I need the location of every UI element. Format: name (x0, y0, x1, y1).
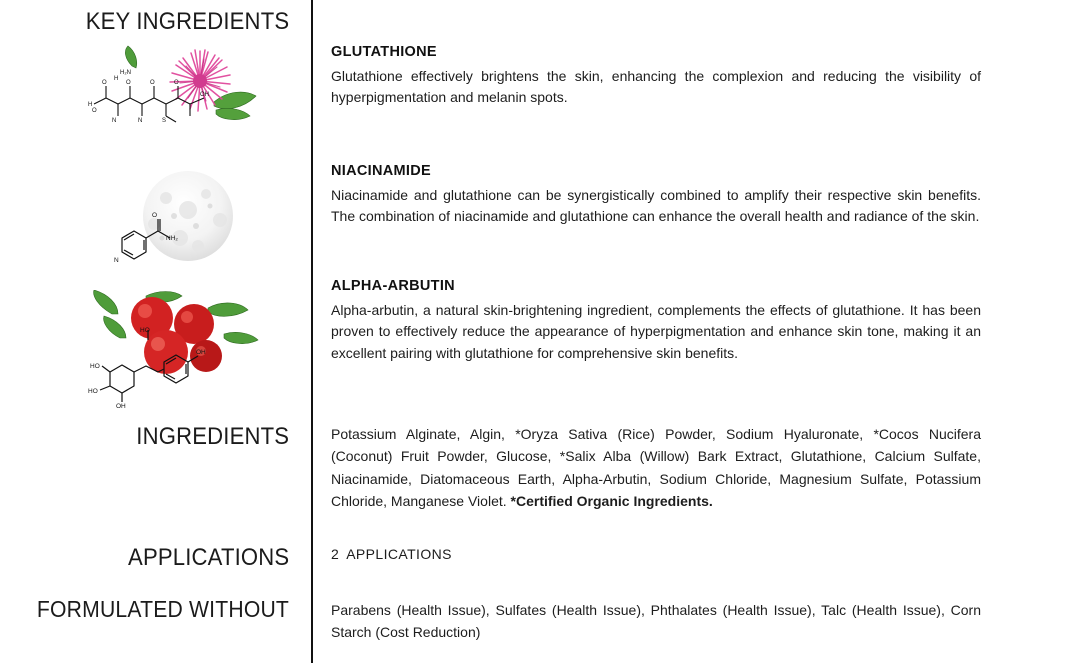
ingredient-block (331, 44, 981, 109)
ingredient-block (331, 278, 981, 364)
ingredients-list-text: Potassium Alginate, Algin, *Oryza Sativa (Rice) Powder, Sodium Hyaluronate, *Cocos Nucifera (Coconut) Fruit Powder, Glucose, *Salix Alba (Willow) Bark Extract, Glutathione, Calcium Sulfate, Niacinamide, Diatomaceous Earth, Alpha-Arbutin, Sodium Chloride, Magnesium Sulfate, Potassium Chloride, Manganese Violet. (331, 426, 981, 510)
svg-text:O: O (102, 80, 107, 86)
ingredient-description: Niacinamide and glutathione can be synergistically combined to amplify their respective skin benefits. The combination of niacinamide and glutathione can enhance the overall health and radiance of the skin. (331, 187, 981, 225)
niacinamide-ingredient-illustration (88, 168, 268, 276)
svg-text:H₂N: H₂N (120, 70, 131, 76)
ingredient-description: Alpha-arbutin, a natural skin-brightening ingredient, complements the effects of glutathione. It has been proven to effectively reduce the appearance of hyperpigmentation and enhance skin tone, making it an excellent pairing with glutathione for comprehensive skin benefits. (331, 302, 981, 361)
svg-text:O: O (92, 108, 97, 114)
section-label-formulated-without: FORMULATED WITHOUT (36, 596, 289, 622)
svg-text:O: O (152, 212, 158, 219)
svg-text:S: S (162, 118, 167, 124)
glutathione-ingredient-illustration (88, 44, 268, 152)
svg-text:OH: OH (200, 92, 209, 98)
section-label-ingredients: INGREDIENTS (136, 423, 289, 450)
ingredient-name: GLUTATHIONE (331, 44, 437, 60)
svg-text:H: H (114, 76, 119, 82)
svg-text:HO: HO (140, 327, 150, 334)
ingredient-description: Glutathione effectively brightens the skin, enhancing the complexion and reducing the visibility of hyperpigmentation and melanin spots. (331, 68, 981, 106)
svg-text:HO: HO (88, 388, 98, 395)
svg-text:O: O (150, 80, 155, 86)
ingredient-block (331, 163, 981, 228)
svg-text:HO: HO (90, 363, 100, 370)
svg-text:H: H (88, 102, 93, 108)
applications-count: 2 (331, 546, 340, 562)
svg-text:OH: OH (196, 349, 206, 356)
svg-text:O: O (174, 80, 179, 86)
content-column (331, 0, 991, 663)
svg-text:N: N (112, 118, 117, 124)
svg-text:NH₂: NH₂ (166, 235, 178, 242)
svg-text:O: O (126, 80, 131, 86)
full-ingredients-list (331, 423, 981, 513)
ingredients-footnote: *Certified Organic Ingredients. (510, 493, 713, 510)
applications-value (331, 546, 981, 562)
formulated-without-value: Parabens (Health Issue), Sulfates (Health Issue), Phthalates (Health Issue), Talc (Health Issue), Corn Starch (Cost Reduction) (331, 602, 981, 641)
alpha-arbutin-ingredient-illustration (88, 290, 268, 408)
section-label-key-ingredients: KEY INGREDIENTS (85, 8, 289, 35)
svg-text:N: N (114, 257, 119, 264)
applications-unit: APPLICATIONS (346, 546, 452, 562)
section-label-applications: APPLICATIONS (127, 544, 289, 571)
labels-column (0, 0, 311, 663)
svg-text:N: N (138, 118, 143, 124)
vertical-divider (311, 0, 313, 663)
svg-text:OH: OH (116, 403, 126, 408)
ingredient-name: NIACINAMIDE (331, 163, 431, 179)
ingredient-name: ALPHA-ARBUTIN (331, 278, 455, 294)
